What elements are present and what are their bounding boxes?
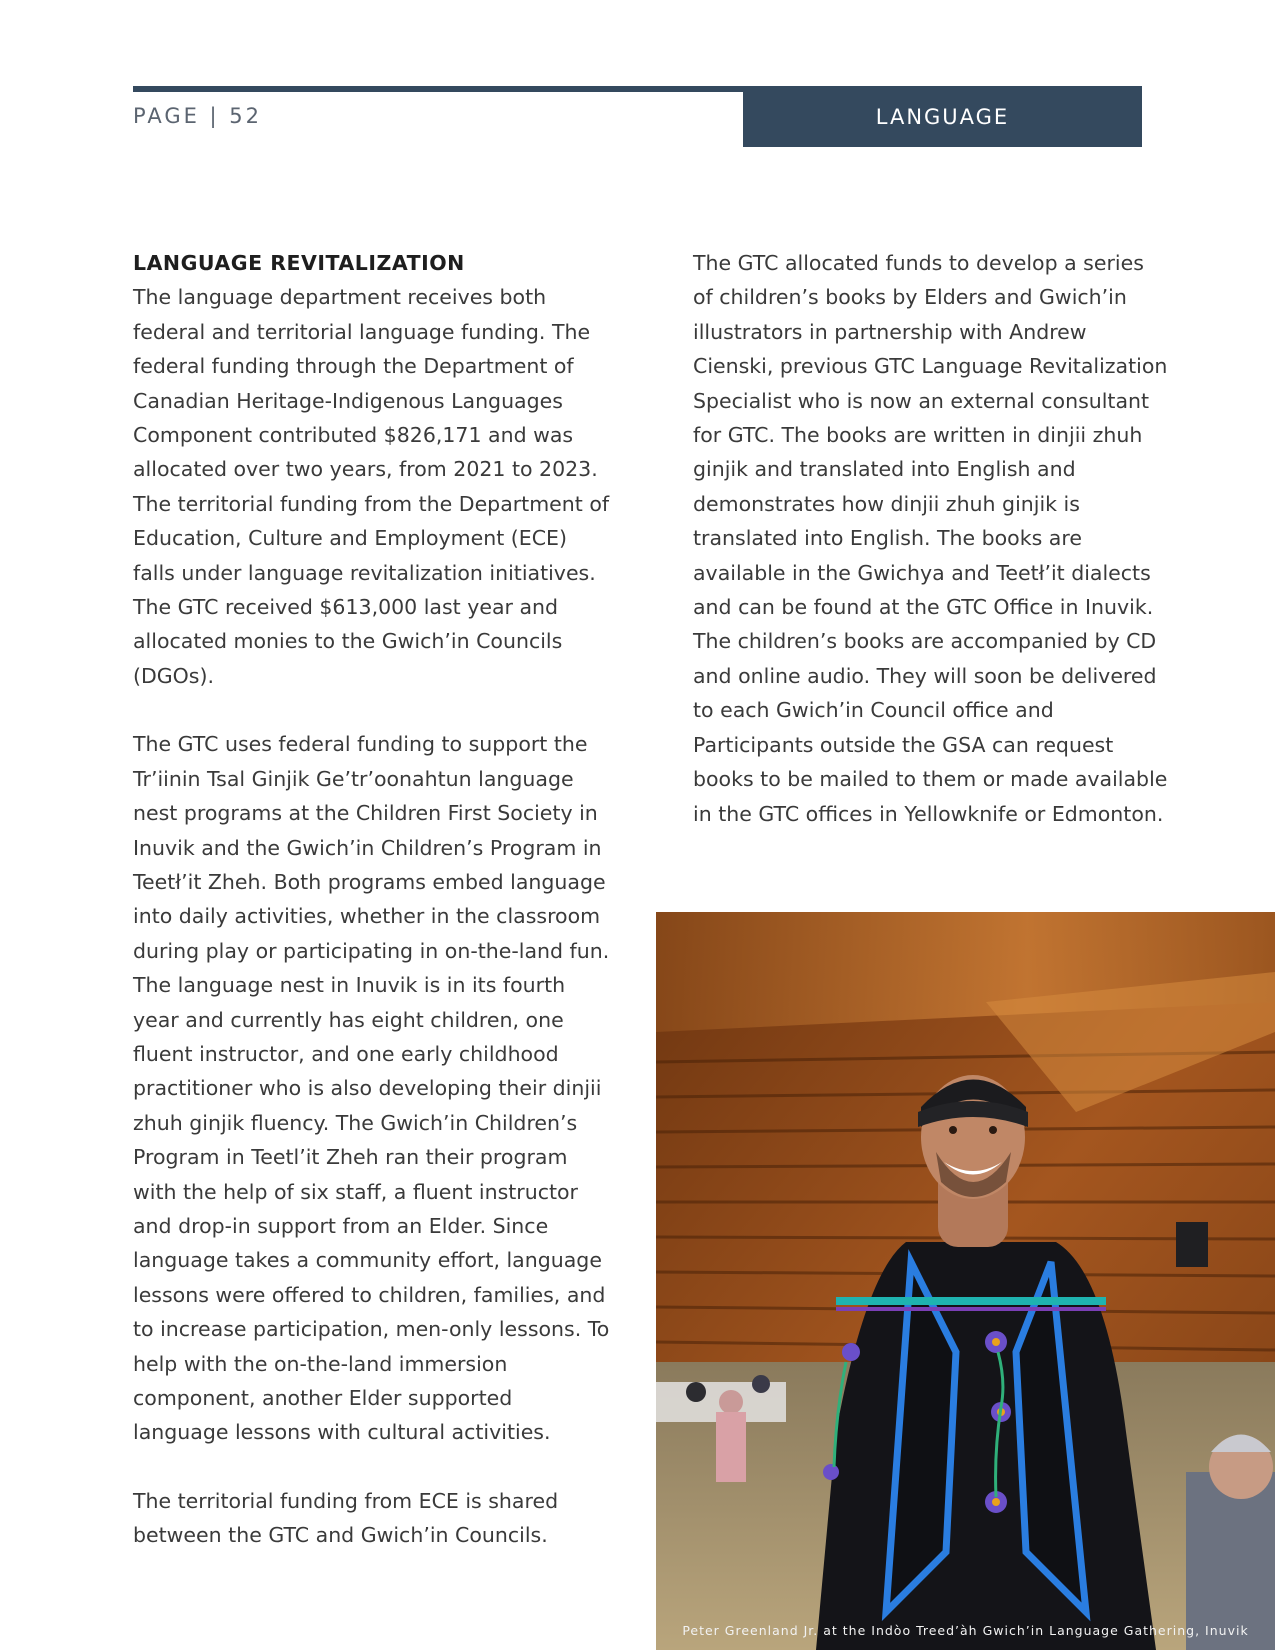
left-paragraph-1: The language department receives both federal and territorial language funding. The federal funding through the Department of Canadian Heritage-Indigenous Languages Component contributed $826,171 and was allocated over two years, from 2021 to 2023. The territorial funding from the Department of Education, Culture and Employment (ECE) falls under language revitalization initiatives. The GTC received $613,000 last year and allocated monies to the Gwich’in Councils (DGOs). bbox=[133, 285, 610, 688]
page-number: PAGE | 52 bbox=[133, 104, 263, 128]
section-heading: LANGUAGE REVITALIZATION bbox=[133, 251, 465, 275]
photo bbox=[656, 912, 1275, 1650]
right-paragraph-1: The GTC allocated funds to develop a series of children’s books by Elders and Gwich’in illustrators in partnership with Andrew Cienski, previous GTC Language Revitalization Specialist who is now an external consultant for GTC. The books are written in dinjii zhuh ginjik and translated into English and demonstrates how dinjii zhuh ginjik is translated into English. The books are available in the Gwichya and Teetł’it dialects and can be found at the GTC Office in Inuvik. The children’s books are accompanied by CD and online audio. They will soon be delivered to each Gwich’in Council office and Participants outside the GSA can request books to be mailed to them or made available in the GTC offices in Yellowknife or Edmonton. bbox=[693, 251, 1168, 826]
section-label: LANGUAGE bbox=[875, 104, 1010, 129]
section-tab bbox=[743, 86, 1142, 147]
header-rule bbox=[133, 86, 743, 92]
photo-illustration bbox=[656, 912, 1275, 1650]
right-column bbox=[693, 246, 1168, 831]
left-column bbox=[133, 246, 613, 1553]
left-paragraph-2: The GTC uses federal funding to support the Tr’iinin Tsal Ginjik Ge’tr’oonahtun language nest programs at the Children First Society in Inuvik and the Gwich’in Children’s Program in Teetł’it Zheh. Both programs embed language into daily activities, whether in the classroom during play or participating in on-the-land fun. The language nest in Inuvik is in its fourth year and currently has eight children, one fluent instructor, and one early childhood practitioner who is also developing their dinjii zhuh ginjik fluency. The Gwich’in Children’s Program in Teetl’it Zheh ran their program with the help of six staff, a fluent instructor and drop-in support from an Elder. Since language takes a community effort, language lessons were offered to children, families, and to increase participation, men-only lessons. To help with the on-the-land immersion component, another Elder supported language lessons with cultural activities. bbox=[133, 732, 610, 1445]
photo-caption: Peter Greenland Jr. at the Indòo Treed’àh Gwich’in Language Gathering, Inuvik bbox=[682, 1623, 1249, 1638]
left-paragraph-3: The territorial funding from ECE is shared between the GTC and Gwich’in Councils. bbox=[133, 1488, 559, 1548]
